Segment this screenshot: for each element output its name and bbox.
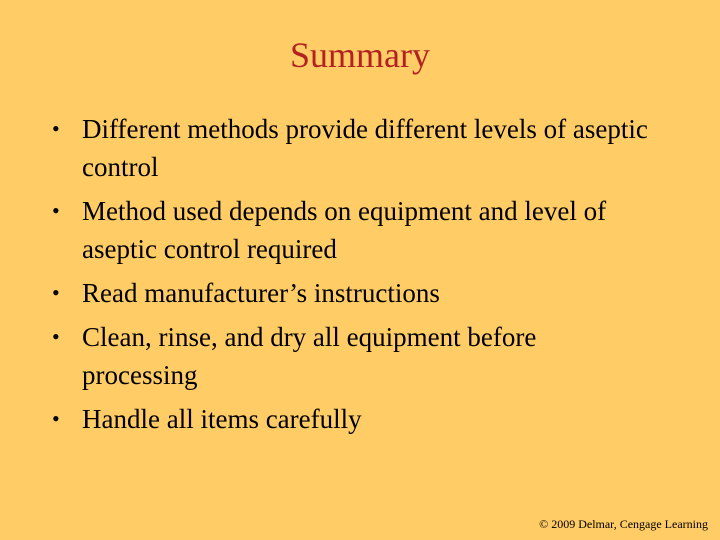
bullet-item [46,318,656,394]
bullet-item [46,274,656,312]
bullet-text: Method used depends on equipment and level of aseptic control required [82,196,607,264]
bullet-item [46,192,656,268]
bullet-text: Handle all items carefully [82,404,362,434]
bullet-marker: • [52,198,60,223]
copyright-footer: © 2009 Delmar, Cengage Learning [539,517,708,531]
bullet-marker: • [52,116,60,141]
bullet-item [46,110,656,186]
bullet-marker: • [52,280,60,305]
bullet-marker: • [52,324,60,349]
slide-title: Summary [290,35,430,75]
bullet-item [46,400,656,438]
bullet-list [46,110,656,444]
bullet-marker: • [52,406,60,431]
bullet-text: Different methods provide different levels of aseptic control [82,114,648,182]
bullet-text: Read manufacturer’s instructions [82,278,440,308]
bullet-text: Clean, rinse, and dry all equipment before processing [82,322,537,390]
